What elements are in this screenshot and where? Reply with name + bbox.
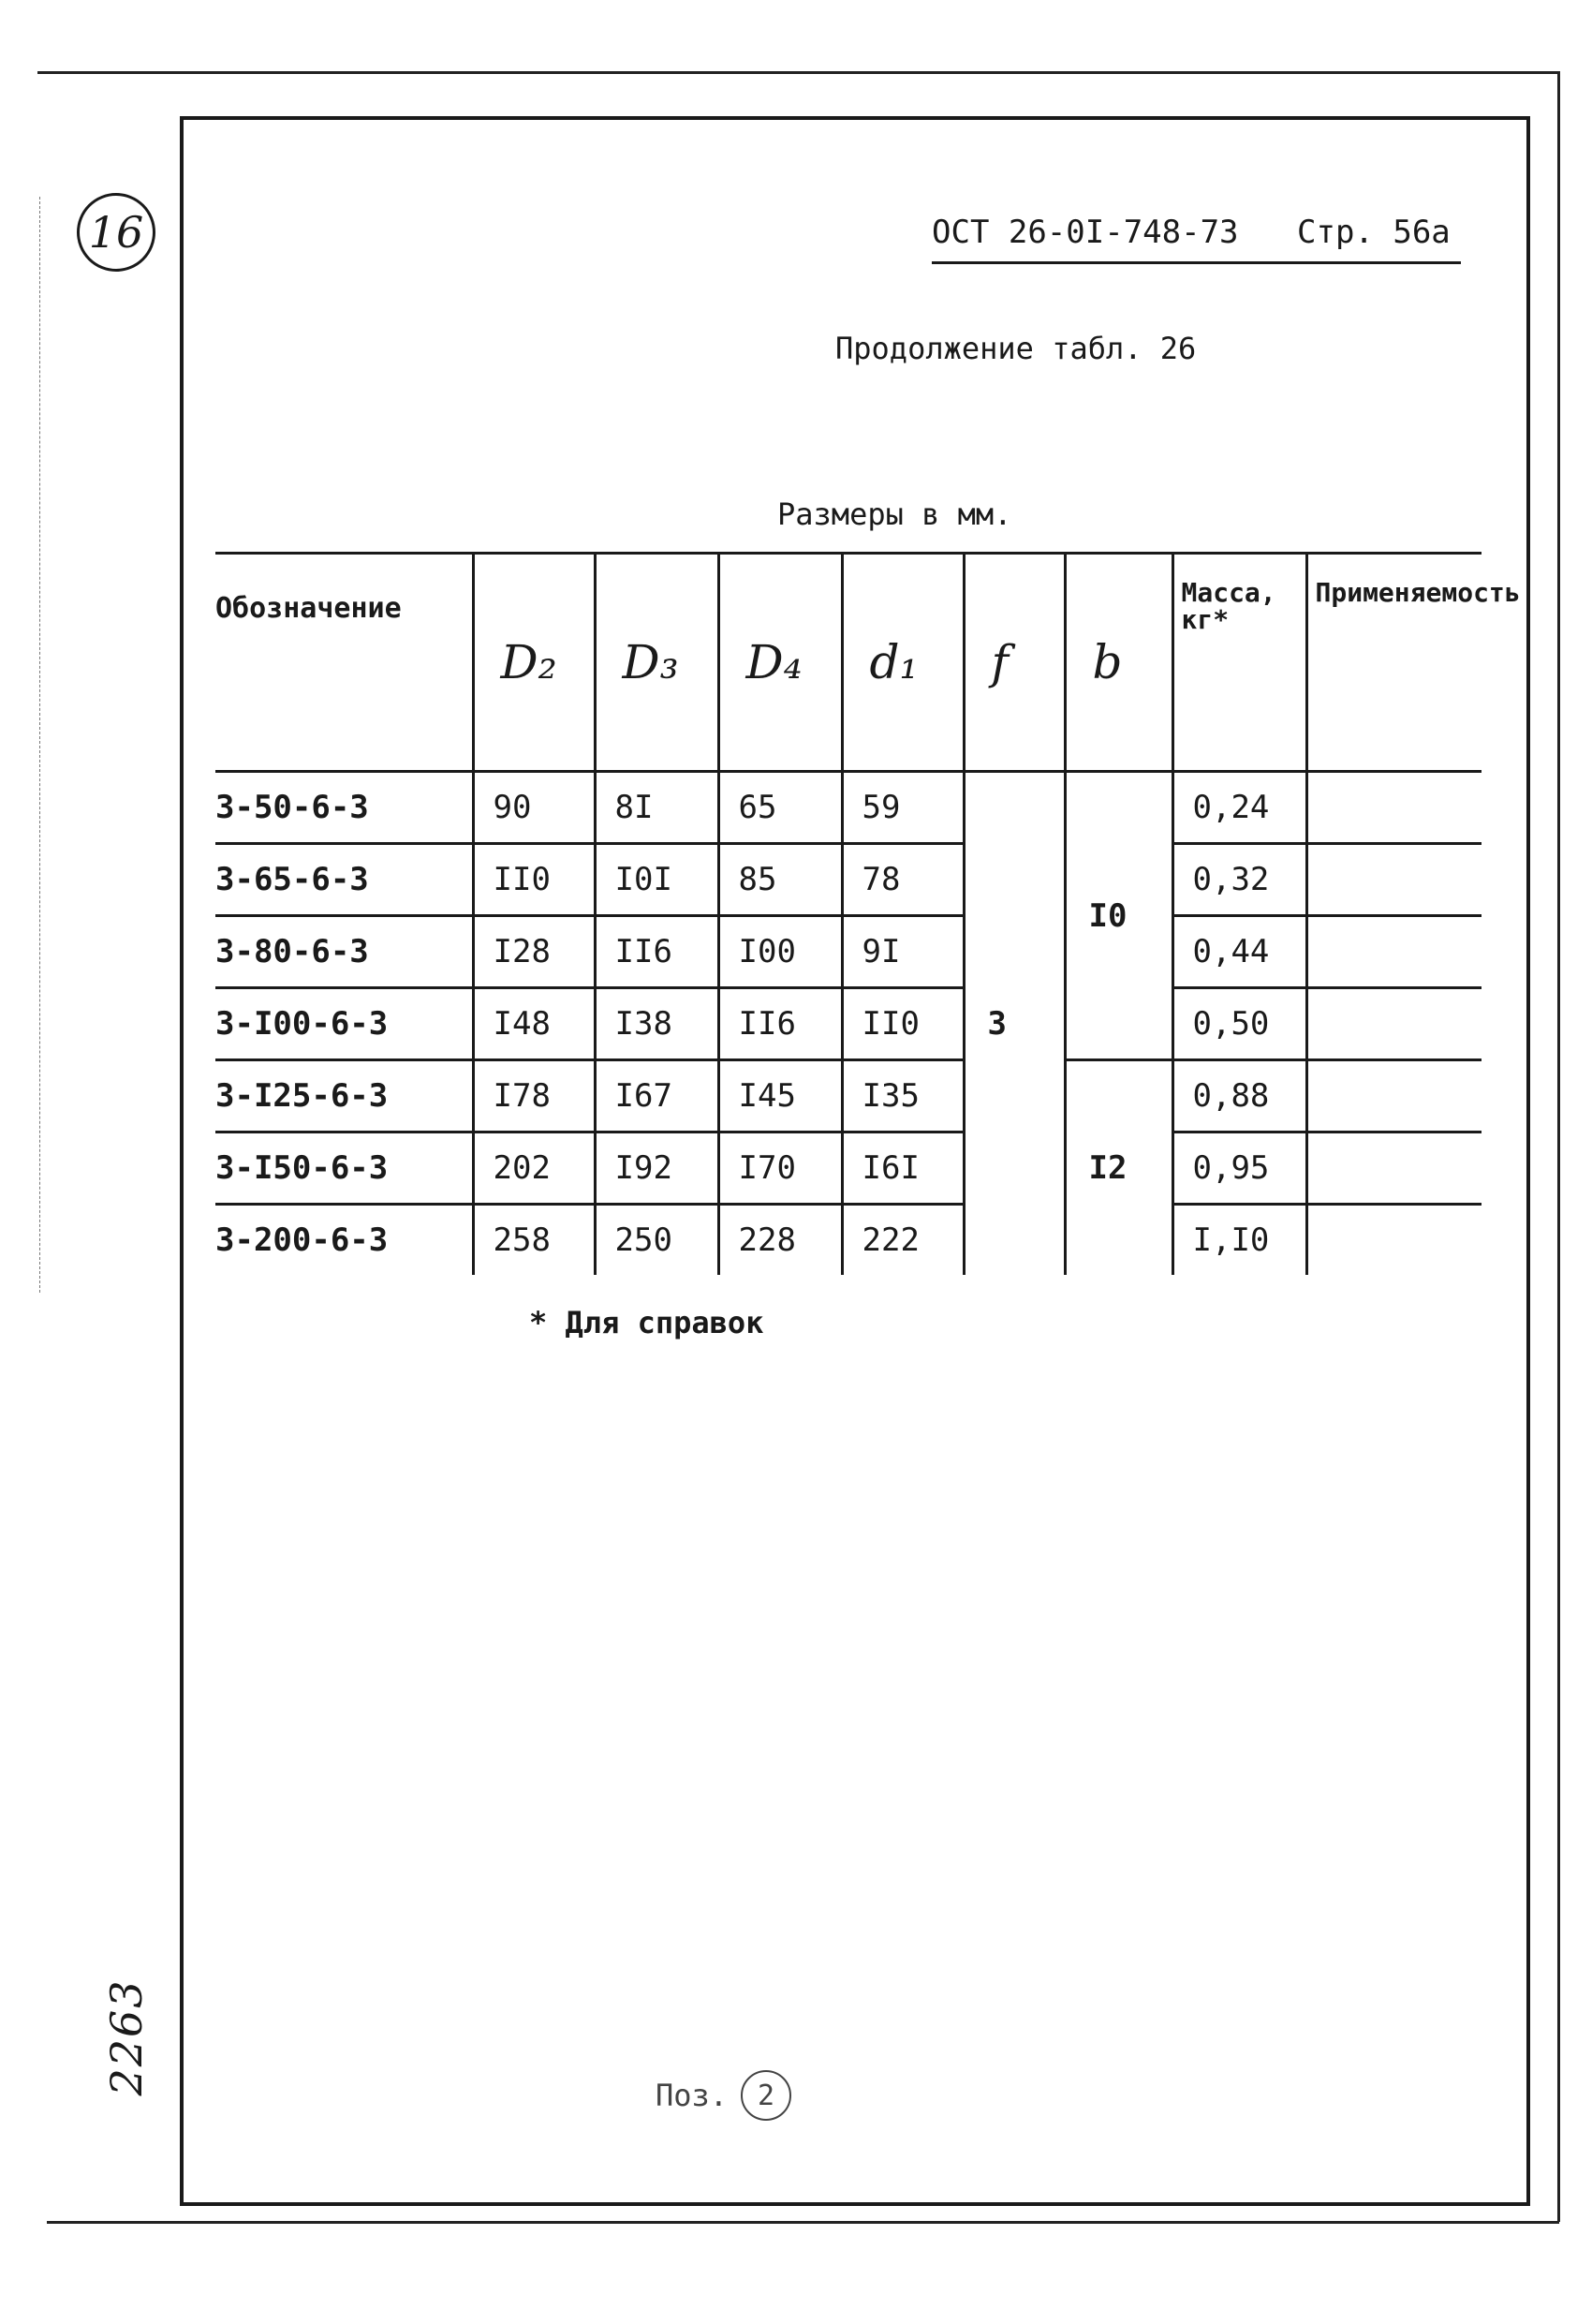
header-designation: Обозначение xyxy=(215,554,473,772)
document-code: ОСТ 26-0I-748-73 xyxy=(932,214,1239,251)
table-row xyxy=(215,844,1481,916)
inventory-number: 2263 xyxy=(101,1978,152,2096)
cell-D4: II6 xyxy=(718,988,842,1060)
cell-designation: 3-I25-6-3 xyxy=(215,1060,473,1132)
cell-d1: 59 xyxy=(842,772,964,844)
header-f: f xyxy=(964,554,1065,772)
header-mass: Масса, кг* xyxy=(1172,554,1306,772)
cell-D4: 65 xyxy=(718,772,842,844)
cell-mass: 0,32 xyxy=(1172,844,1306,916)
cell-designation: 3-I50-6-3 xyxy=(215,1132,473,1205)
cell-D4: I45 xyxy=(718,1060,842,1132)
position-number: 2 xyxy=(758,2079,775,2112)
header-D2: D₂ xyxy=(473,554,595,772)
cell-D2: I78 xyxy=(473,1060,595,1132)
cell-applicability xyxy=(1306,1132,1481,1205)
cell-d1: I35 xyxy=(842,1060,964,1132)
sheet-number: 16 xyxy=(88,207,144,258)
cell-d1: 9I xyxy=(842,916,964,988)
cell-applicability xyxy=(1306,916,1481,988)
scan-edge-right xyxy=(1557,71,1560,2222)
cell-d1: 78 xyxy=(842,844,964,916)
cell-D3: II6 xyxy=(595,916,718,988)
position-number-circle xyxy=(741,2070,791,2121)
sheet-number-circle xyxy=(77,193,155,272)
cell-mass: 0,24 xyxy=(1172,772,1306,844)
table-row xyxy=(215,772,1481,844)
table-row xyxy=(215,1132,1481,1205)
header-underline xyxy=(932,261,1461,264)
cell-D3: I38 xyxy=(595,988,718,1060)
cell-f-merged: 3 xyxy=(964,772,1065,1276)
footnote: * Для справок xyxy=(529,1305,764,1340)
cell-D2: 202 xyxy=(473,1132,595,1205)
scan-edge-left xyxy=(39,197,40,1293)
cell-D3: I0I xyxy=(595,844,718,916)
cell-D4: 228 xyxy=(718,1205,842,1276)
cell-b-merged-lower: I2 xyxy=(1065,1060,1172,1276)
cell-D3: I67 xyxy=(595,1060,718,1132)
cell-applicability xyxy=(1306,844,1481,916)
header-b: b xyxy=(1065,554,1172,772)
cell-D3: 250 xyxy=(595,1205,718,1276)
cell-designation: 3-80-6-3 xyxy=(215,916,473,988)
header-D4: D₄ xyxy=(718,554,842,772)
cell-applicability xyxy=(1306,1060,1481,1132)
position-label: Поз. xyxy=(656,2078,729,2113)
dimensions-table xyxy=(215,552,1521,1275)
header-applicability: Применяемость xyxy=(1306,554,1481,772)
cell-D2: 258 xyxy=(473,1205,595,1276)
cell-mass: 0,44 xyxy=(1172,916,1306,988)
cell-mass: 0,88 xyxy=(1172,1060,1306,1132)
cell-mass: I,I0 xyxy=(1172,1205,1306,1276)
table-row xyxy=(215,916,1481,988)
scan-edge-top xyxy=(37,71,1559,74)
table-row xyxy=(215,1205,1481,1276)
cell-designation: 3-50-6-3 xyxy=(215,789,369,826)
scan-edge-bottom xyxy=(47,2221,1559,2224)
header-D3: D₃ xyxy=(595,554,718,772)
cell-D4: I70 xyxy=(718,1132,842,1205)
cell-D2: I28 xyxy=(473,916,595,988)
cell-D4: 85 xyxy=(718,844,842,916)
cell-D2: II0 xyxy=(473,844,595,916)
table-row xyxy=(215,1060,1481,1132)
page-label: Стр. 56а xyxy=(1297,214,1451,251)
cell-D2: 90 xyxy=(473,772,595,844)
cell-applicability xyxy=(1306,1205,1481,1276)
header-d1: d₁ xyxy=(842,554,964,772)
cell-D4: I00 xyxy=(718,916,842,988)
cell-designation: 3-65-6-3 xyxy=(215,844,473,916)
cell-d1: 222 xyxy=(842,1205,964,1276)
cell-D3: 8I xyxy=(595,772,718,844)
cell-designation: 3-I00-6-3 xyxy=(215,988,473,1060)
table-header-row xyxy=(215,554,1481,772)
cell-applicability xyxy=(1306,772,1481,844)
cell-d1: I6I xyxy=(842,1132,964,1205)
cell-designation: 3-200-6-3 xyxy=(215,1205,473,1276)
cell-mass: 0,95 xyxy=(1172,1132,1306,1205)
cell-D2: I48 xyxy=(473,988,595,1060)
cell-d1: II0 xyxy=(842,988,964,1060)
table-continuation-title: Продолжение табл. 26 xyxy=(835,331,1197,366)
cell-applicability xyxy=(1306,988,1481,1060)
position-mark xyxy=(656,2070,791,2121)
cell-mass: 0,50 xyxy=(1172,988,1306,1060)
cell-D3: I92 xyxy=(595,1132,718,1205)
cell-b-merged-upper: I0 xyxy=(1065,772,1172,1060)
units-note: Размеры в мм. xyxy=(777,496,1012,532)
table-row xyxy=(215,988,1481,1060)
